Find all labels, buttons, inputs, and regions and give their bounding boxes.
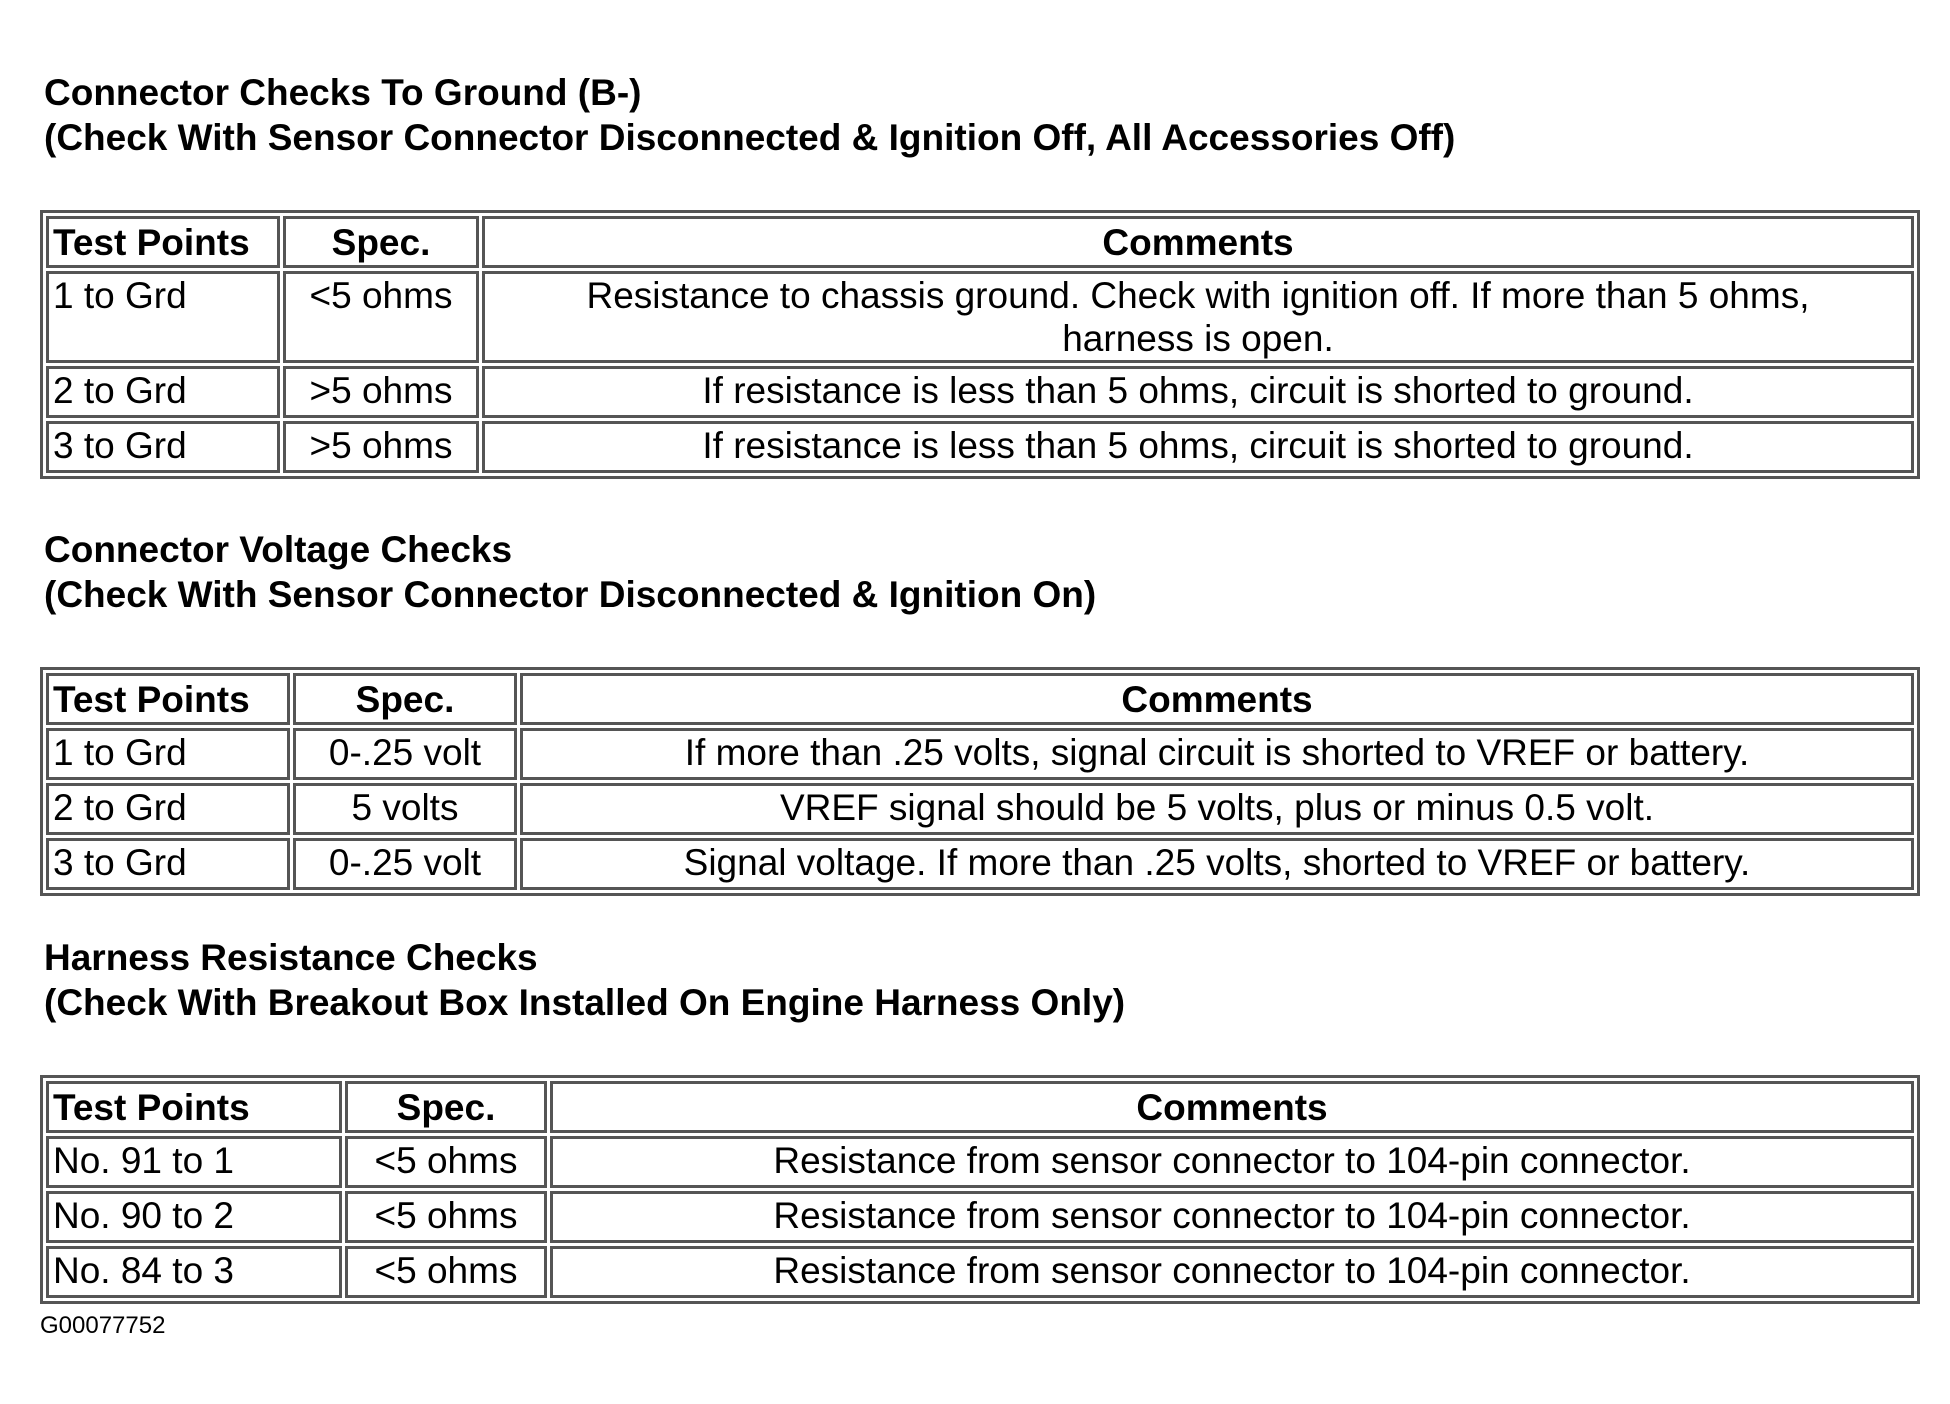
section-2-title: Connector Voltage Checks — [44, 529, 513, 570]
table-row — [46, 838, 1914, 890]
header-test-points: Test Points — [46, 673, 290, 725]
section-2-subtitle: (Check With Sensor Connector Disconnected & Ignition On) — [44, 574, 1097, 615]
table-row — [46, 1136, 1914, 1188]
comments-cell: Resistance to chassis ground. Check with ignition off. If more than 5 ohms, harness is open. — [482, 271, 1914, 363]
header-spec: Spec. — [293, 673, 517, 725]
test-points-cell: 2 to Grd — [46, 783, 290, 835]
table-row — [46, 421, 1914, 473]
header-comments: Comments — [482, 216, 1914, 268]
header-test-points: Test Points — [46, 216, 280, 268]
comments-cell: Resistance from sensor connector to 104-pin connector. — [550, 1136, 1914, 1188]
table-row — [46, 366, 1914, 418]
spec-cell: <5 ohms — [283, 271, 479, 363]
header-spec: Spec. — [345, 1081, 547, 1133]
header-spec: Spec. — [283, 216, 479, 268]
spec-cell: >5 ohms — [283, 366, 479, 418]
test-points-cell: 2 to Grd — [46, 366, 280, 418]
table-row — [46, 1246, 1914, 1298]
connector-ground-checks-table — [40, 210, 1920, 479]
comments-cell: If more than .25 volts, signal circuit is shorted to VREF or battery. — [520, 728, 1914, 780]
comments-cell: Signal voltage. If more than .25 volts, shorted to VREF or battery. — [520, 838, 1914, 890]
comments-cell: Resistance from sensor connector to 104-pin connector. — [550, 1191, 1914, 1243]
spec-cell: <5 ohms — [345, 1246, 547, 1298]
test-points-cell: 1 to Grd — [46, 728, 290, 780]
header-test-points: Test Points — [46, 1081, 342, 1133]
header-comments: Comments — [550, 1081, 1914, 1133]
figure-id: G00077752 — [40, 1312, 166, 1339]
spec-cell: 0-.25 volt — [293, 838, 517, 890]
section-1-title: Connector Checks To Ground (B-) — [44, 72, 642, 113]
comments-cell: VREF signal should be 5 volts, plus or minus 0.5 volt. — [520, 783, 1914, 835]
section-1-subtitle: (Check With Sensor Connector Disconnected & Ignition Off, All Accessories Off) — [44, 117, 1456, 158]
comments-cell: Resistance from sensor connector to 104-pin connector. — [550, 1246, 1914, 1298]
spec-cell: 5 volts — [293, 783, 517, 835]
test-points-cell: No. 84 to 3 — [46, 1246, 342, 1298]
test-points-cell: No. 91 to 1 — [46, 1136, 342, 1188]
test-points-cell: No. 90 to 2 — [46, 1191, 342, 1243]
table-header-row — [46, 1081, 1914, 1133]
spec-cell: <5 ohms — [345, 1191, 547, 1243]
table-row — [46, 271, 1914, 363]
spec-cell: >5 ohms — [283, 421, 479, 473]
table-row — [46, 783, 1914, 835]
comments-cell: If resistance is less than 5 ohms, circuit is shorted to ground. — [482, 366, 1914, 418]
section-3-subtitle: (Check With Breakout Box Installed On Engine Harness Only) — [44, 982, 1126, 1023]
comments-cell: If resistance is less than 5 ohms, circuit is shorted to ground. — [482, 421, 1914, 473]
test-points-cell: 3 to Grd — [46, 838, 290, 890]
section-3-title: Harness Resistance Checks — [44, 937, 538, 978]
spec-cell: <5 ohms — [345, 1136, 547, 1188]
table-row — [46, 728, 1914, 780]
table-header-row — [46, 673, 1914, 725]
header-comments: Comments — [520, 673, 1914, 725]
table-row — [46, 1191, 1914, 1243]
spec-cell: 0-.25 volt — [293, 728, 517, 780]
table-header-row — [46, 216, 1914, 268]
harness-resistance-checks-table — [40, 1075, 1920, 1304]
test-points-cell: 1 to Grd — [46, 271, 280, 363]
connector-voltage-checks-table — [40, 667, 1920, 896]
test-points-cell: 3 to Grd — [46, 421, 280, 473]
